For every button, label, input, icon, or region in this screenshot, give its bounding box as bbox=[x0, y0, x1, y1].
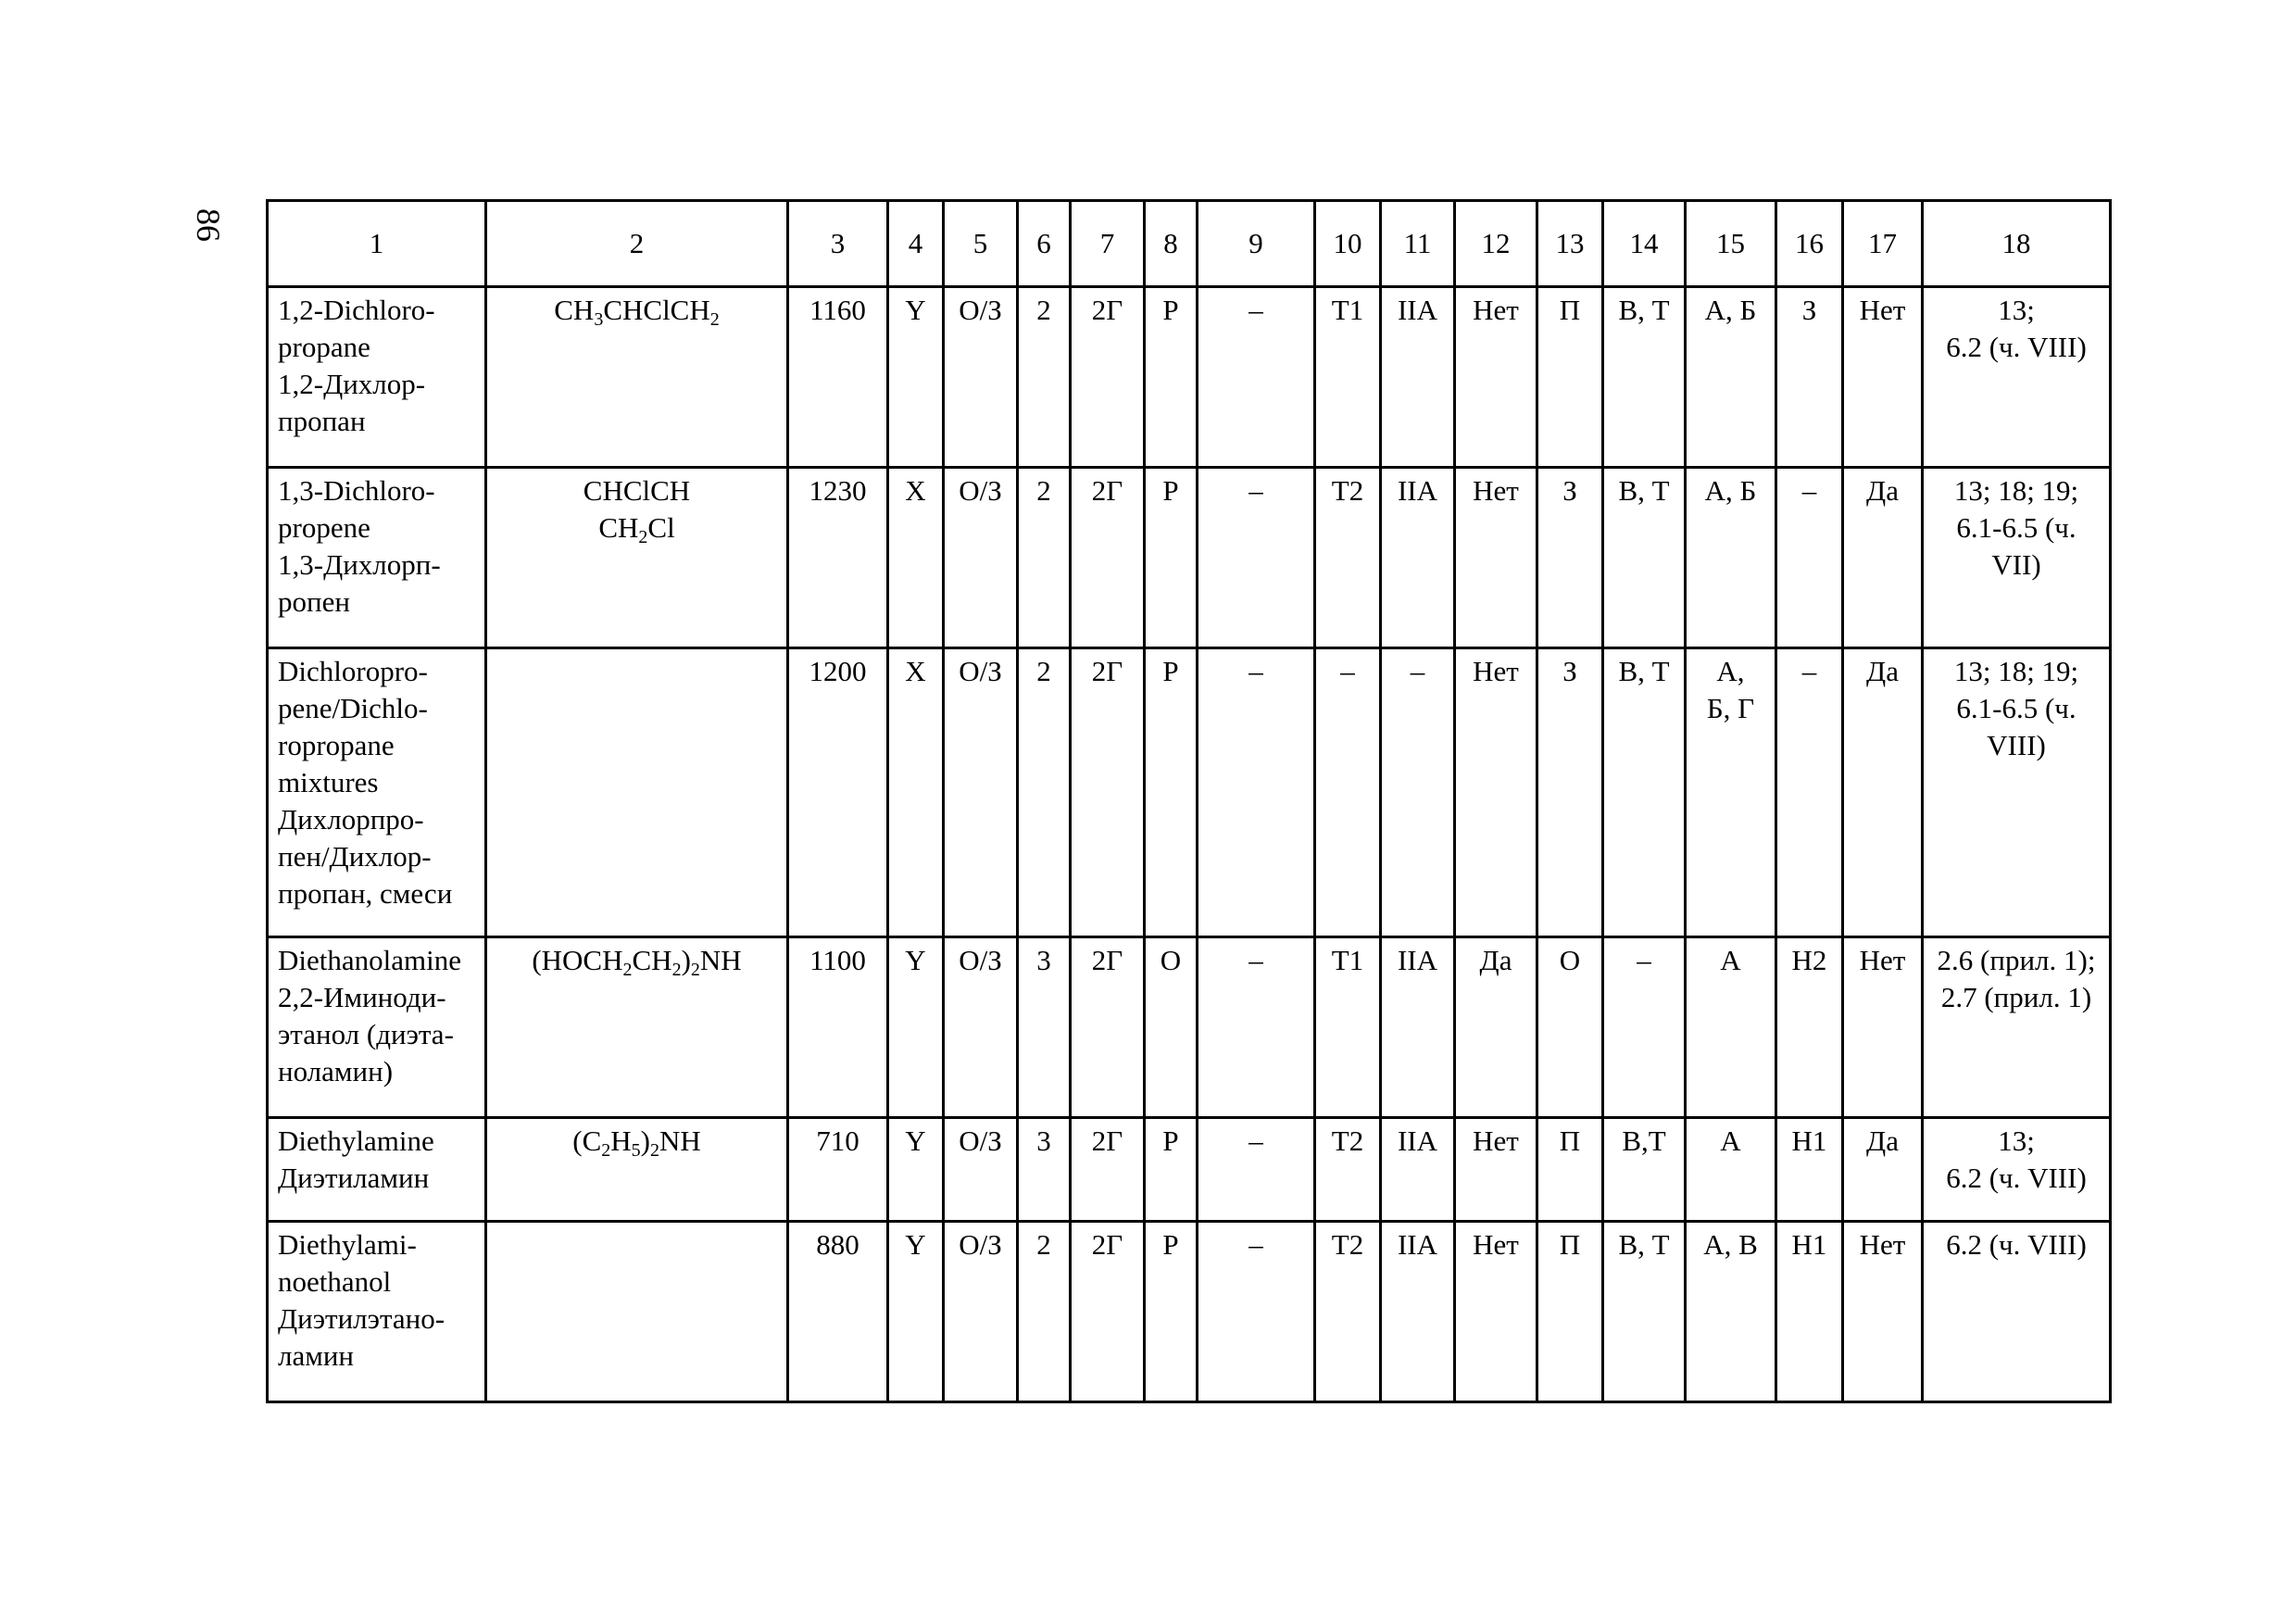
data-cell bbox=[788, 937, 888, 1118]
data-cell bbox=[1776, 937, 1843, 1118]
header-row bbox=[268, 201, 2111, 287]
data-cell bbox=[1381, 468, 1455, 648]
data-cell-line: Р bbox=[1162, 1228, 1179, 1261]
data-cell-line: З bbox=[1801, 294, 1817, 326]
data-cell bbox=[1537, 648, 1603, 937]
formula-cell bbox=[486, 937, 788, 1118]
reference-cell bbox=[1923, 1222, 2111, 1402]
formula-subscript: 2 bbox=[601, 1140, 611, 1161]
data-cell bbox=[1071, 1118, 1145, 1222]
data-cell bbox=[1198, 937, 1315, 1118]
data-cell-line: Да bbox=[1479, 944, 1512, 976]
reference-cell bbox=[1923, 287, 2111, 468]
table-row bbox=[268, 937, 2111, 1118]
data-cell-line: Нет bbox=[1859, 944, 1906, 976]
data-cell-line: З bbox=[1562, 474, 1577, 507]
data-cell-line: – bbox=[1637, 944, 1651, 976]
data-cell-line: Нет bbox=[1859, 1228, 1906, 1261]
data-cell-line: Р bbox=[1162, 1125, 1179, 1157]
data-cell bbox=[1537, 937, 1603, 1118]
data-cell bbox=[1381, 1222, 1455, 1402]
data-cell bbox=[1455, 468, 1537, 648]
data-cell-line: – bbox=[1248, 1125, 1263, 1157]
substance-name-line: noethanol bbox=[278, 1265, 392, 1298]
data-cell-line: З bbox=[1562, 655, 1577, 687]
header-cell: 14 bbox=[1603, 201, 1686, 287]
data-cell bbox=[1603, 287, 1686, 468]
header-cell: 4 bbox=[888, 201, 944, 287]
formula-text: ) bbox=[640, 1125, 650, 1157]
data-cell bbox=[888, 287, 944, 468]
formula-text: Cl bbox=[647, 511, 675, 544]
data-cell-line: 1100 bbox=[809, 944, 866, 976]
data-cell bbox=[1315, 1222, 1381, 1402]
data-cell bbox=[788, 468, 888, 648]
header-cell: 12 bbox=[1455, 201, 1537, 287]
header-cell: 13 bbox=[1537, 201, 1603, 287]
data-cell-line: Н1 bbox=[1791, 1125, 1827, 1157]
formula-subscript: 2 bbox=[649, 1140, 659, 1161]
data-cell bbox=[1843, 1118, 1923, 1222]
formula-text: ) bbox=[681, 944, 691, 976]
data-cell bbox=[1145, 1222, 1198, 1402]
substance-name-line: Дихлорпро- bbox=[278, 803, 424, 836]
header-cell: 3 bbox=[788, 201, 888, 287]
formula-line bbox=[491, 509, 783, 547]
data-cell bbox=[1381, 648, 1455, 937]
data-cell-line: Т1 bbox=[1331, 294, 1364, 326]
formula-line bbox=[491, 292, 783, 329]
header-cell: 7 bbox=[1071, 201, 1145, 287]
data-cell-line: Нет bbox=[1473, 474, 1519, 507]
data-cell-line: – bbox=[1248, 655, 1263, 687]
data-cell-line: Y bbox=[905, 1228, 926, 1261]
substance-name-line: Диэтиламин bbox=[278, 1162, 430, 1194]
data-cell bbox=[888, 1222, 944, 1402]
formula-subscript: 2 bbox=[709, 309, 720, 330]
data-cell bbox=[788, 648, 888, 937]
formula-subscript: 5 bbox=[631, 1140, 641, 1161]
data-cell bbox=[1843, 648, 1923, 937]
data-cell-line: О/З bbox=[959, 944, 1002, 976]
data-cell bbox=[1686, 1118, 1776, 1222]
data-cell-line: А, Б bbox=[1704, 294, 1757, 326]
data-cell-line: Y bbox=[905, 1125, 926, 1157]
data-cell bbox=[1455, 937, 1537, 1118]
formula-cell bbox=[486, 287, 788, 468]
data-cell-line: В, Т bbox=[1618, 294, 1670, 326]
data-cell bbox=[1381, 287, 1455, 468]
data-cell-line: А, bbox=[1716, 655, 1745, 687]
data-cell bbox=[1381, 1118, 1455, 1222]
data-cell bbox=[944, 287, 1018, 468]
data-cell-line: – bbox=[1248, 474, 1263, 507]
data-cell bbox=[1198, 1222, 1315, 1402]
data-cell-line: П bbox=[1559, 1228, 1581, 1261]
reference-line: 2.7 (прил. 1) bbox=[1940, 981, 2092, 1013]
data-cell bbox=[1603, 937, 1686, 1118]
page-number: 86 bbox=[190, 208, 227, 242]
data-cell bbox=[1018, 468, 1071, 648]
data-cell bbox=[1315, 937, 1381, 1118]
data-cell-line: IIA bbox=[1397, 1125, 1438, 1157]
data-cell-line: Нет bbox=[1473, 1125, 1519, 1157]
formula-subscript: 2 bbox=[671, 960, 682, 980]
table-row bbox=[268, 287, 2111, 468]
reference-line: 6.2 (ч. VIII) bbox=[1946, 331, 2087, 363]
substance-name-line: 1,2-Dichloro- bbox=[278, 294, 435, 326]
header-cell: 11 bbox=[1381, 201, 1455, 287]
data-cell-line: Р bbox=[1162, 655, 1179, 687]
data-cell bbox=[788, 1118, 888, 1222]
data-cell bbox=[888, 648, 944, 937]
data-cell-line: 2Г bbox=[1091, 294, 1123, 326]
data-cell bbox=[888, 937, 944, 1118]
data-cell-line: Нет bbox=[1859, 294, 1906, 326]
data-cell bbox=[1198, 648, 1315, 937]
data-cell bbox=[1071, 468, 1145, 648]
data-cell-line: В, Т bbox=[1618, 1228, 1670, 1261]
formula-cell bbox=[486, 1118, 788, 1222]
reference-cell bbox=[1923, 937, 2111, 1118]
data-cell-line: 880 bbox=[816, 1228, 859, 1261]
data-cell bbox=[1843, 287, 1923, 468]
substance-name-cell bbox=[268, 287, 486, 468]
formula-subscript: 3 bbox=[594, 309, 604, 330]
data-cell-line: 2 bbox=[1036, 1228, 1051, 1261]
substance-name-line: пен/Дихлор- bbox=[278, 840, 432, 873]
formula-cell bbox=[486, 1222, 788, 1402]
data-cell-line: О bbox=[1559, 944, 1581, 976]
data-cell-line: Т2 bbox=[1331, 1228, 1364, 1261]
table-body bbox=[268, 201, 2111, 1402]
formula-subscript: 2 bbox=[622, 960, 633, 980]
data-cell bbox=[1776, 287, 1843, 468]
formula-cell bbox=[486, 468, 788, 648]
formula-text: CH bbox=[632, 944, 672, 976]
substance-name-line: 1,2-Дихлор- bbox=[278, 368, 426, 400]
data-cell-line: Да bbox=[1866, 1125, 1899, 1157]
data-cell-line: 2 bbox=[1036, 294, 1051, 326]
data-cell-line: Н2 bbox=[1791, 944, 1827, 976]
data-cell-line: 2Г bbox=[1091, 474, 1123, 507]
substance-name-line: Diethanolamine bbox=[278, 944, 461, 976]
data-cell-line: А, В bbox=[1703, 1228, 1758, 1261]
data-cell-line: А, Б bbox=[1704, 474, 1757, 507]
reference-line: 13; bbox=[1998, 294, 2035, 326]
data-cell-line: Y bbox=[905, 944, 926, 976]
header-cell: 10 bbox=[1315, 201, 1381, 287]
data-cell-line: О/З bbox=[959, 1125, 1002, 1157]
header-cell: 17 bbox=[1843, 201, 1923, 287]
header-cell: 1 bbox=[268, 201, 486, 287]
substance-name-line: этанол (диэта- bbox=[278, 1018, 454, 1050]
data-cell-line: О bbox=[1160, 944, 1182, 976]
data-cell bbox=[1776, 648, 1843, 937]
data-cell bbox=[1018, 1222, 1071, 1402]
reference-line: 13; bbox=[1998, 1125, 2035, 1157]
data-cell bbox=[1686, 648, 1776, 937]
data-cell-line: X bbox=[905, 474, 926, 507]
data-cell-line: А bbox=[1720, 1125, 1741, 1157]
data-cell-line: Т2 bbox=[1331, 474, 1364, 507]
data-cell-line: О/З bbox=[959, 474, 1002, 507]
data-cell-line: Б, Г bbox=[1706, 692, 1755, 724]
substance-name-cell bbox=[268, 1222, 486, 1402]
data-cell bbox=[1776, 468, 1843, 648]
data-cell-line: IIA bbox=[1397, 944, 1438, 976]
data-cell-line: Т1 bbox=[1331, 944, 1364, 976]
data-cell bbox=[1198, 287, 1315, 468]
reference-line: VIII) bbox=[1987, 729, 2046, 761]
substance-name-cell bbox=[268, 648, 486, 937]
header-cell: 6 bbox=[1018, 201, 1071, 287]
data-cell bbox=[1843, 468, 1923, 648]
data-cell bbox=[1537, 468, 1603, 648]
header-cell: 8 bbox=[1145, 201, 1198, 287]
data-cell bbox=[1381, 937, 1455, 1118]
data-cell bbox=[1071, 287, 1145, 468]
reference-line: 2.6 (прил. 1); bbox=[1937, 944, 2096, 976]
data-cell-line: – bbox=[1248, 1228, 1263, 1261]
data-cell bbox=[1018, 287, 1071, 468]
data-cell-line: 3 bbox=[1036, 1125, 1051, 1157]
substance-name-line: ропен bbox=[278, 585, 350, 618]
data-cell bbox=[1455, 648, 1537, 937]
table-row bbox=[268, 1222, 2111, 1402]
data-cell bbox=[1071, 937, 1145, 1118]
data-cell-line: 1160 bbox=[809, 294, 866, 326]
substance-name-line: propane bbox=[278, 331, 370, 363]
substance-name-line: Diethylamine bbox=[278, 1125, 434, 1157]
reference-line: 13; 18; 19; bbox=[1953, 474, 2079, 507]
data-cell bbox=[1686, 287, 1776, 468]
data-cell bbox=[1315, 287, 1381, 468]
data-cell bbox=[1537, 287, 1603, 468]
data-cell bbox=[1776, 1118, 1843, 1222]
data-cell-line: 2Г bbox=[1091, 1125, 1123, 1157]
data-cell-line: А bbox=[1720, 944, 1741, 976]
data-cell bbox=[1315, 648, 1381, 937]
data-cell bbox=[1145, 648, 1198, 937]
formula-text: NH bbox=[659, 1125, 701, 1157]
data-cell-line: 2Г bbox=[1091, 655, 1123, 687]
data-cell-line: Н1 bbox=[1791, 1228, 1827, 1261]
formula-text: CH bbox=[598, 511, 639, 544]
data-cell bbox=[1686, 937, 1776, 1118]
data-cell bbox=[788, 287, 888, 468]
data-cell bbox=[1455, 287, 1537, 468]
reference-line: 13; 18; 19; bbox=[1953, 655, 2079, 687]
data-cell bbox=[1198, 1118, 1315, 1222]
data-cell bbox=[1455, 1118, 1537, 1222]
data-cell-line: – bbox=[1801, 655, 1817, 687]
substance-name-line: 1,3-Dichloro- bbox=[278, 474, 435, 507]
data-cell-line: – bbox=[1801, 474, 1817, 507]
data-cell-line: Да bbox=[1866, 655, 1899, 687]
header-cell: 15 bbox=[1686, 201, 1776, 287]
data-cell bbox=[1603, 1118, 1686, 1222]
substance-name-line: ламин bbox=[278, 1339, 355, 1372]
formula-text: CHClCH bbox=[583, 474, 691, 507]
substance-name-line: pene/Dichlo- bbox=[278, 692, 428, 724]
formula-line bbox=[491, 942, 783, 979]
data-cell-line: О/З bbox=[959, 655, 1002, 687]
formula-text: (C bbox=[572, 1125, 602, 1157]
data-cell bbox=[1018, 937, 1071, 1118]
data-cell bbox=[1018, 648, 1071, 937]
data-cell-line: 2 bbox=[1036, 655, 1051, 687]
data-cell-line: 2Г bbox=[1091, 1228, 1123, 1261]
data-cell bbox=[1603, 468, 1686, 648]
data-cell-line: Нет bbox=[1473, 655, 1519, 687]
substance-name-cell bbox=[268, 468, 486, 648]
data-cell-line: Р bbox=[1162, 294, 1179, 326]
data-cell-line: Р bbox=[1162, 474, 1179, 507]
data-cell-line: В, Т bbox=[1618, 474, 1670, 507]
formula-text: CH bbox=[554, 294, 595, 326]
data-cell bbox=[1843, 937, 1923, 1118]
data-cell-line: Да bbox=[1866, 474, 1899, 507]
data-cell bbox=[1603, 648, 1686, 937]
formula-text: (HOCH bbox=[532, 944, 623, 976]
reference-line: VII) bbox=[1991, 548, 2041, 581]
data-cell-line: О/З bbox=[959, 1228, 1002, 1261]
formula-text: NH bbox=[699, 944, 742, 976]
data-cell-line: 2 bbox=[1036, 474, 1051, 507]
substance-name-line: propene bbox=[278, 511, 370, 544]
formula-text: H bbox=[610, 1125, 632, 1157]
data-cell bbox=[1776, 1222, 1843, 1402]
data-cell-line: 3 bbox=[1036, 944, 1051, 976]
reference-line: 6.1-6.5 (ч. bbox=[1956, 511, 2076, 544]
substance-name-line: пропан, смеси bbox=[278, 877, 453, 910]
substance-name-line: ropropane bbox=[278, 729, 395, 761]
reference-line: 6.1-6.5 (ч. bbox=[1956, 692, 2076, 724]
data-cell-line: – bbox=[1248, 944, 1263, 976]
substance-name-cell bbox=[268, 1118, 486, 1222]
data-cell bbox=[1537, 1222, 1603, 1402]
header-cell: 16 bbox=[1776, 201, 1843, 287]
data-cell-line: 2Г bbox=[1091, 944, 1123, 976]
data-cell-line: О/З bbox=[959, 294, 1002, 326]
formula-line bbox=[491, 1123, 783, 1160]
substance-name-line: пропан bbox=[278, 405, 366, 437]
substance-name-line: 2,2-Иминоди- bbox=[278, 981, 446, 1013]
substance-name-line: Diethylami- bbox=[278, 1228, 417, 1261]
substance-name-line: Диэтилэтано- bbox=[278, 1302, 445, 1335]
data-cell bbox=[1198, 468, 1315, 648]
table-row bbox=[268, 468, 2111, 648]
data-cell bbox=[1145, 287, 1198, 468]
data-cell bbox=[788, 1222, 888, 1402]
data-cell bbox=[1843, 1222, 1923, 1402]
reference-cell bbox=[1923, 648, 2111, 937]
data-cell-line: – bbox=[1248, 294, 1263, 326]
substance-table bbox=[266, 199, 2112, 1403]
data-cell-line: 1200 bbox=[809, 655, 867, 687]
table-row bbox=[268, 648, 2111, 937]
data-cell bbox=[1018, 1118, 1071, 1222]
data-cell bbox=[944, 937, 1018, 1118]
reference-line: 6.2 (ч. VIII) bbox=[1946, 1162, 2087, 1194]
formula-line bbox=[491, 472, 783, 509]
data-cell bbox=[888, 1118, 944, 1222]
data-cell-line: В,Т bbox=[1622, 1125, 1666, 1157]
data-cell bbox=[1145, 937, 1198, 1118]
substance-name-cell bbox=[268, 937, 486, 1118]
data-cell-line: 1230 bbox=[809, 474, 867, 507]
data-cell bbox=[944, 468, 1018, 648]
data-cell-line: IIA bbox=[1397, 474, 1438, 507]
data-cell-line: IIA bbox=[1397, 1228, 1438, 1261]
data-cell-line: 710 bbox=[816, 1125, 859, 1157]
data-cell bbox=[1145, 1118, 1198, 1222]
data-cell bbox=[1071, 1222, 1145, 1402]
substance-name-line: 1,3-Дихлорп- bbox=[278, 548, 441, 581]
data-cell-line: П bbox=[1559, 1125, 1581, 1157]
formula-subscript: 2 bbox=[638, 527, 648, 547]
data-cell bbox=[1537, 1118, 1603, 1222]
data-cell bbox=[1315, 468, 1381, 648]
data-cell-line: – bbox=[1340, 655, 1355, 687]
reference-line: 6.2 (ч. VIII) bbox=[1946, 1228, 2087, 1261]
substance-name-line: ноламин) bbox=[278, 1055, 394, 1087]
header-cell: 18 bbox=[1923, 201, 2111, 287]
data-cell-line: П bbox=[1559, 294, 1581, 326]
data-cell bbox=[1315, 1118, 1381, 1222]
reference-cell bbox=[1923, 1118, 2111, 1222]
data-cell-line: X bbox=[905, 655, 926, 687]
substance-name-line: Dichloropro- bbox=[278, 655, 428, 687]
data-cell-line: Нет bbox=[1473, 294, 1519, 326]
reference-cell bbox=[1923, 468, 2111, 648]
data-cell-line: Т2 bbox=[1331, 1125, 1364, 1157]
header-cell: 9 bbox=[1198, 201, 1315, 287]
data-cell-line: Y bbox=[905, 294, 926, 326]
data-cell-line: IIA bbox=[1397, 294, 1438, 326]
header-cell: 5 bbox=[944, 201, 1018, 287]
data-cell-line: В, Т bbox=[1618, 655, 1670, 687]
table-row bbox=[268, 1118, 2111, 1222]
data-cell bbox=[888, 468, 944, 648]
data-cell bbox=[1686, 468, 1776, 648]
data-cell bbox=[944, 1118, 1018, 1222]
data-cell bbox=[1071, 648, 1145, 937]
data-cell bbox=[1145, 468, 1198, 648]
data-cell bbox=[1603, 1222, 1686, 1402]
data-cell bbox=[944, 648, 1018, 937]
data-cell bbox=[1686, 1222, 1776, 1402]
header-cell: 2 bbox=[486, 201, 788, 287]
formula-text: CHClCH bbox=[603, 294, 710, 326]
data-cell-line: Нет bbox=[1473, 1228, 1519, 1261]
data-cell-line: – bbox=[1410, 655, 1425, 687]
formula-subscript: 2 bbox=[690, 960, 700, 980]
data-cell bbox=[944, 1222, 1018, 1402]
data-cell bbox=[1455, 1222, 1537, 1402]
formula-cell bbox=[486, 648, 788, 937]
substance-name-line: mixtures bbox=[278, 766, 379, 798]
